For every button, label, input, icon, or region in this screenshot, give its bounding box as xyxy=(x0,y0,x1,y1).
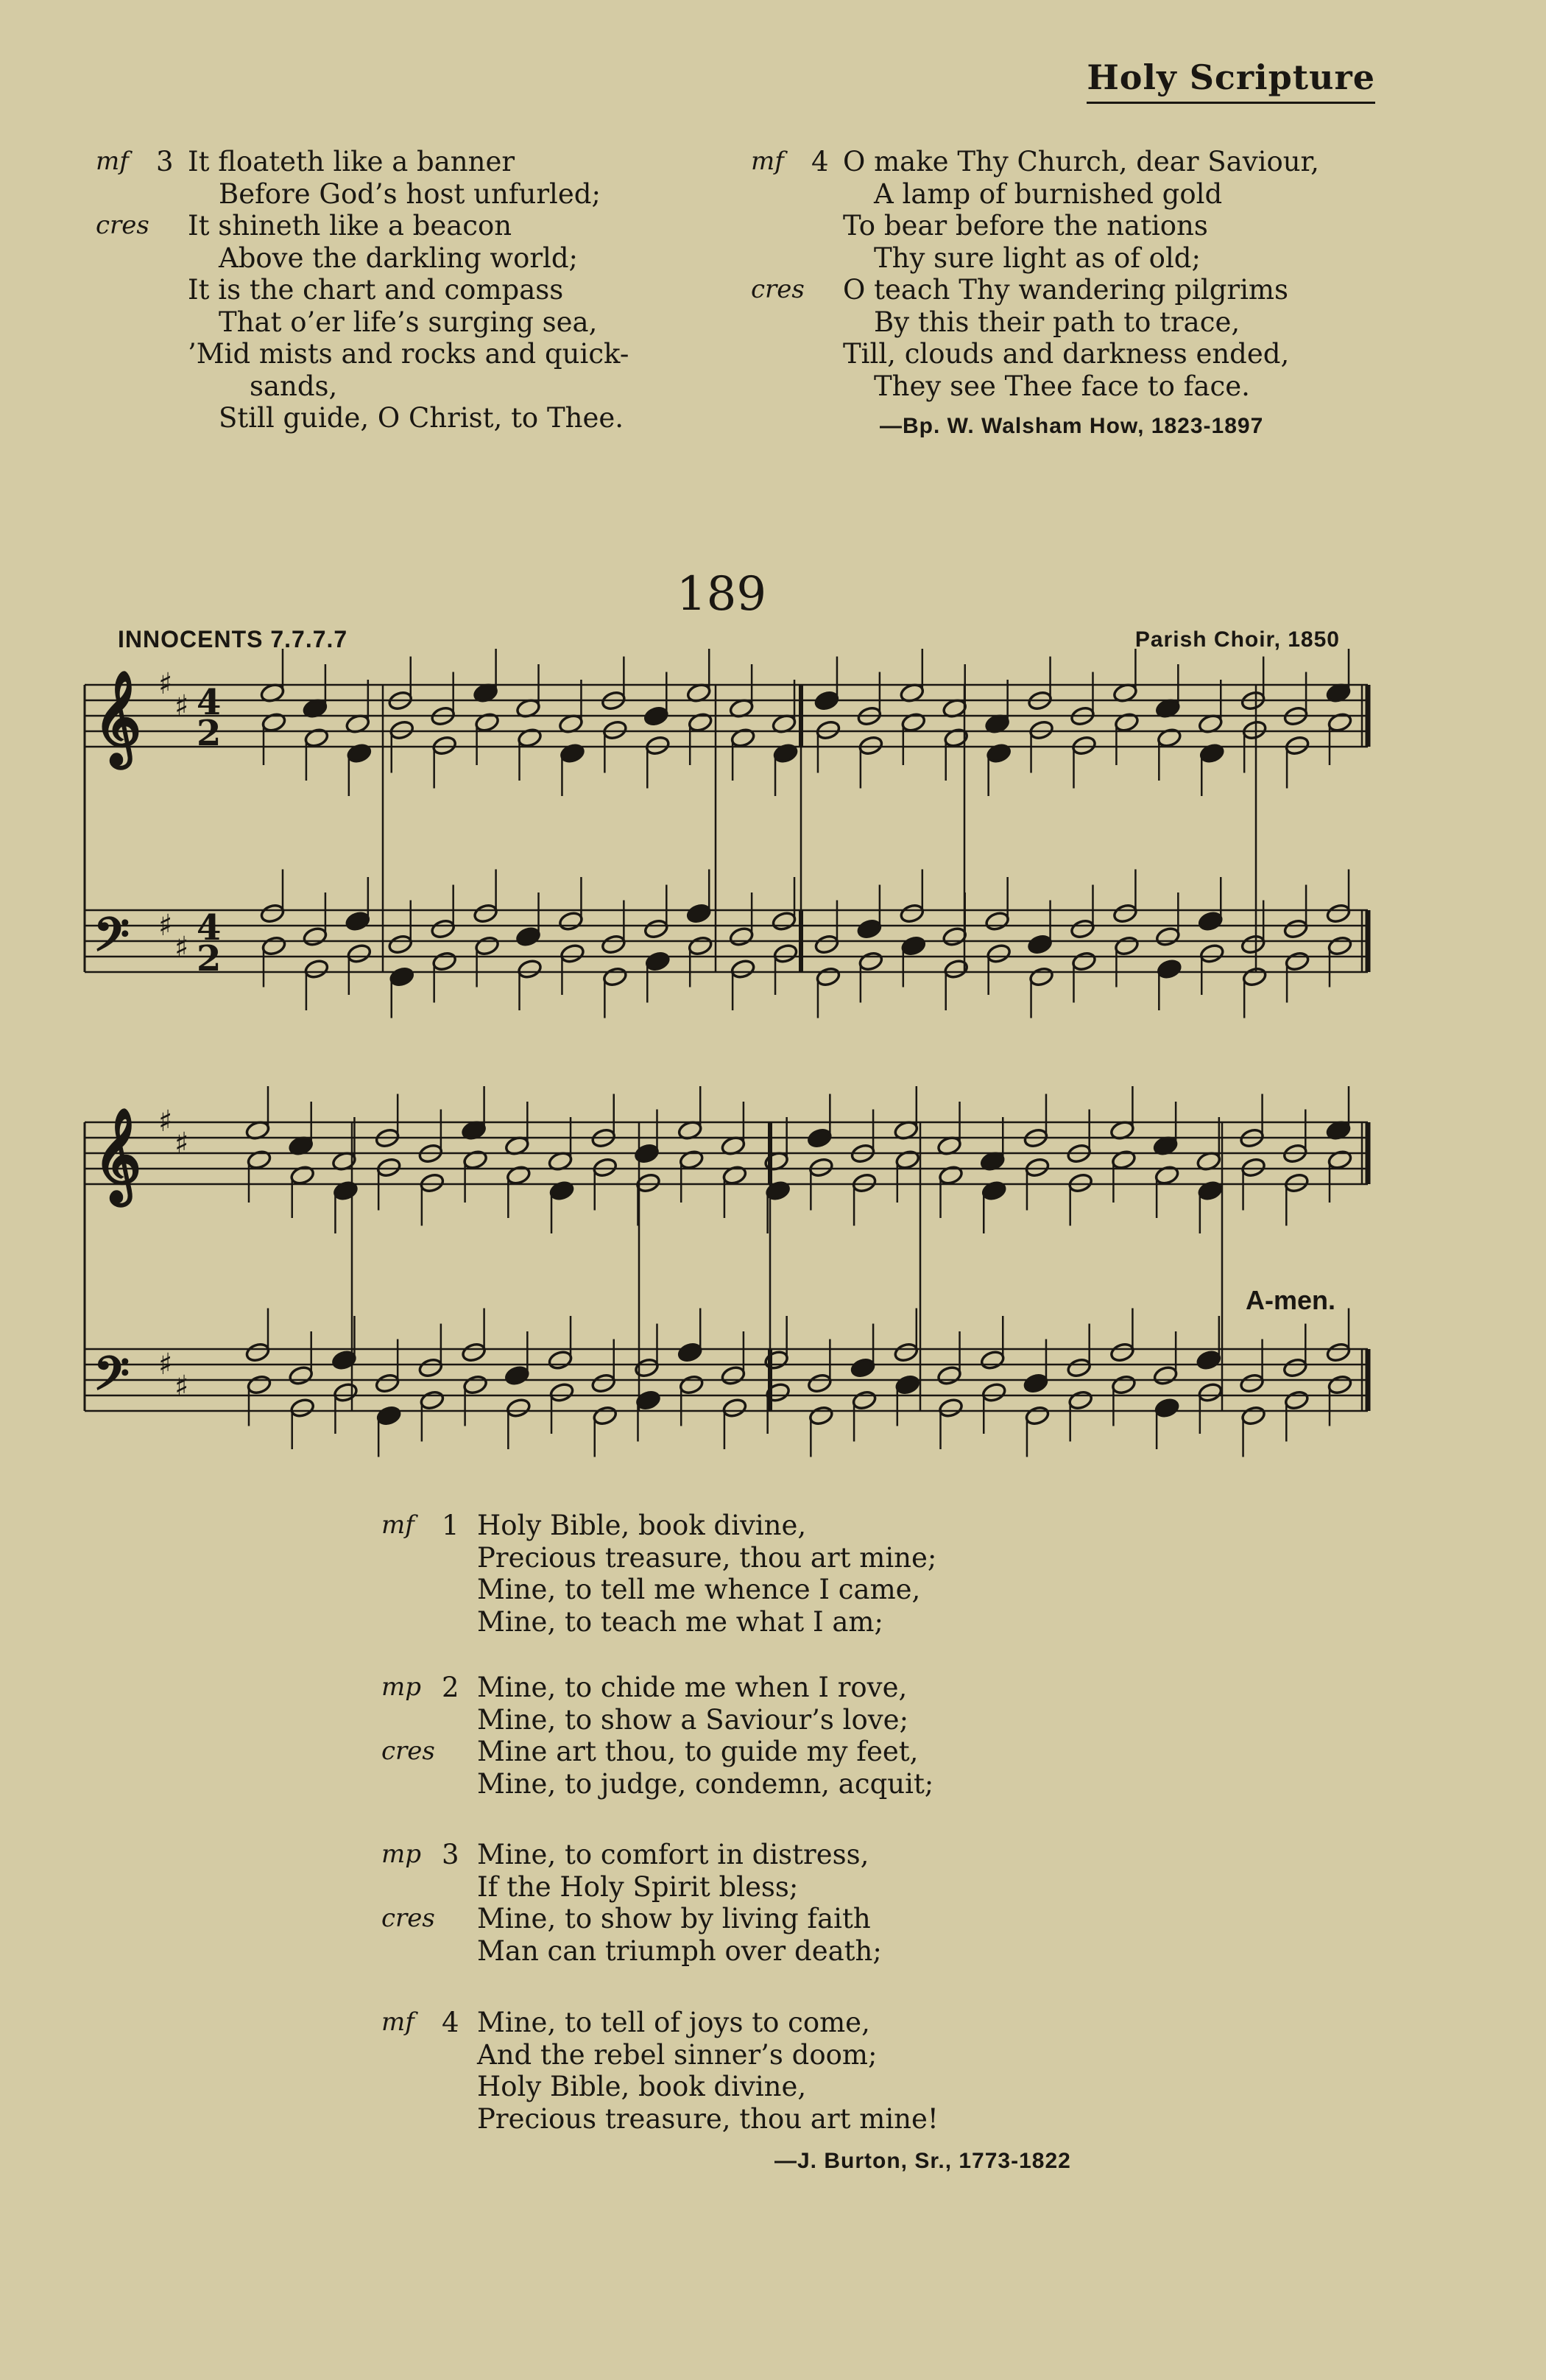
sharp-icon: ♯ xyxy=(158,908,173,943)
sharp-icon: ♯ xyxy=(174,689,189,723)
note-head xyxy=(980,1349,1006,1370)
note-head xyxy=(389,719,414,741)
note-head xyxy=(462,1374,488,1395)
hymn-verse-2 xyxy=(381,1672,934,1800)
note-head xyxy=(1028,966,1054,987)
note-head xyxy=(592,1157,618,1178)
bass-clef-icon: 𝄢 xyxy=(93,1346,130,1412)
verse-line-text: O teach Thy wandering pilgrims xyxy=(843,274,1288,306)
verse-line xyxy=(477,1542,936,1574)
previous-hymn-attribution: —Bp. W. Walsham How, 1823-1897 xyxy=(880,414,1264,438)
verse-line-text: O make Thy Church, dear Saviour, xyxy=(843,146,1319,177)
verse-number: 2 xyxy=(442,1672,459,1703)
verse-line xyxy=(381,1736,933,1768)
note-head xyxy=(815,719,841,741)
note-head xyxy=(601,934,626,955)
note-head xyxy=(1285,951,1310,972)
verse-line xyxy=(381,1510,936,1542)
verse-line xyxy=(381,1839,882,1871)
note-head xyxy=(1109,1342,1135,1363)
note-head xyxy=(1199,943,1225,964)
note-head xyxy=(894,1374,920,1395)
note-head xyxy=(1240,1405,1266,1426)
note-head xyxy=(419,1172,445,1194)
note-head xyxy=(688,935,713,957)
note-head xyxy=(1112,903,1138,924)
verse-line xyxy=(477,1768,933,1800)
note-head xyxy=(808,1405,834,1426)
note-head xyxy=(1024,1405,1050,1426)
verse-line-text: It floateth like a banner xyxy=(188,146,515,177)
note-head xyxy=(431,735,457,756)
note-head xyxy=(549,1381,575,1403)
verse-line xyxy=(477,1704,933,1736)
hymn-verse-4 xyxy=(381,2007,939,2135)
note-head xyxy=(288,1365,314,1386)
note-head xyxy=(590,1373,616,1394)
verse-line-text: Mine, to show by living faith xyxy=(477,1903,871,1934)
verse-line-text: That o’er life’s surging sea, xyxy=(219,306,598,338)
verse-line-text: Man can triumph over death; xyxy=(477,1934,882,1967)
note-head xyxy=(473,903,498,924)
note-head xyxy=(1066,1357,1092,1379)
verse-line xyxy=(477,1871,882,1904)
verse-line-text: ’Mid mists and rocks and quick- xyxy=(188,338,629,370)
note-head xyxy=(720,1365,746,1386)
note-head xyxy=(1071,951,1097,972)
page-header-title: Holy Scripture xyxy=(1087,57,1375,104)
note-head xyxy=(592,1405,618,1426)
hymn-number: 189 xyxy=(676,567,767,622)
amen-label: A-men. xyxy=(1246,1285,1336,1315)
note-head xyxy=(645,951,671,972)
note-head xyxy=(1239,1373,1265,1394)
time-signature-top: 4 xyxy=(197,907,222,948)
verse-line-text: And the rebel sinner’s doom; xyxy=(477,2038,878,2071)
verse-line-text: Precious treasure, thou art mine! xyxy=(477,2102,939,2135)
note-head xyxy=(417,1357,443,1379)
note-head xyxy=(807,1127,833,1149)
note-head xyxy=(376,1405,402,1426)
note-head xyxy=(1242,966,1268,987)
note-head xyxy=(730,958,756,979)
verse-line-text: Mine art thou, to guide my feet, xyxy=(477,1736,919,1767)
note-head xyxy=(1154,1397,1180,1418)
verse-line xyxy=(381,2007,939,2039)
note-head xyxy=(679,1374,705,1395)
dynamic-marking: mf xyxy=(381,2007,414,2037)
note-head xyxy=(856,918,882,940)
bass-clef-icon: 𝄢 xyxy=(93,907,130,973)
note-head xyxy=(333,1381,359,1403)
note-head xyxy=(517,958,543,979)
note-head xyxy=(375,1373,400,1394)
note-head xyxy=(558,910,584,932)
tune-name: INNOCENTS 7.7.7.7 xyxy=(118,626,348,652)
note-head xyxy=(852,1390,878,1411)
note-head xyxy=(560,943,585,964)
verse-line-text: Precious treasure, thou art mine; xyxy=(477,1541,937,1574)
verse-line-text: Mine, to judge, condemn, acquit; xyxy=(477,1767,934,1800)
sharp-icon: ♯ xyxy=(174,930,189,965)
note-head xyxy=(1028,719,1054,741)
note-head xyxy=(1153,1365,1179,1386)
note-head xyxy=(430,918,456,940)
note-head xyxy=(1027,934,1053,955)
note-head xyxy=(302,926,328,947)
note-head xyxy=(389,966,414,987)
note-head xyxy=(1111,1374,1137,1395)
verse-line-text: Before God’s host unfurled; xyxy=(219,177,601,210)
verse-line-text: Mine, to comfort in distress, xyxy=(477,1839,869,1870)
note-head xyxy=(331,1349,357,1370)
verse-line-text: Above the darkling world; xyxy=(219,242,579,274)
note-head xyxy=(431,951,457,972)
sharp-icon: ♯ xyxy=(158,1104,173,1138)
note-head xyxy=(858,735,883,756)
dynamic-marking: mf xyxy=(381,1510,414,1540)
note-head xyxy=(346,943,372,964)
note-head xyxy=(1197,1381,1223,1403)
verse-line-text: Still guide, O Christ, to Thee. xyxy=(219,402,624,434)
dynamic-marking: cres xyxy=(381,1736,435,1766)
hymn-attribution: —J. Burton, Sr., 1773-1822 xyxy=(774,2149,1071,2173)
note-head xyxy=(1240,934,1266,955)
note-head xyxy=(504,1365,530,1386)
verse-line xyxy=(477,1574,936,1606)
note-head xyxy=(813,934,839,955)
note-head xyxy=(1067,1172,1093,1194)
note-head xyxy=(807,1373,833,1394)
dynamic-marking: mf xyxy=(96,147,129,176)
time-signature-top: 4 xyxy=(197,682,222,723)
note-head xyxy=(634,1357,660,1379)
note-head xyxy=(1240,1157,1266,1178)
verse-number: 3 xyxy=(156,146,174,177)
verse-line-text: Mine, to teach me what I am; xyxy=(477,1605,883,1638)
note-head xyxy=(387,934,413,955)
verse-line-text: Mine, to chide me when I rove, xyxy=(477,1672,908,1703)
note-head xyxy=(893,1342,919,1363)
note-head xyxy=(981,1381,1007,1403)
sharp-icon: ♯ xyxy=(158,666,173,701)
note-head xyxy=(645,735,671,756)
note-head xyxy=(984,910,1010,932)
verse-line-text: Mine, to tell of joys to come, xyxy=(477,2007,870,2038)
note-head xyxy=(729,926,755,947)
note-head xyxy=(1325,1342,1351,1363)
note-head xyxy=(1071,735,1097,756)
verse-line xyxy=(477,2039,939,2071)
verse-line-text: If the Holy Spirit bless; xyxy=(477,1870,799,1903)
verse-number: 3 xyxy=(442,1839,459,1870)
note-head xyxy=(721,1397,747,1418)
note-head xyxy=(936,1365,962,1386)
note-head xyxy=(643,705,669,727)
hymn-verse-3 xyxy=(381,1839,882,1967)
note-head xyxy=(1114,935,1140,957)
verse-line xyxy=(477,1606,936,1638)
note-head xyxy=(1282,1357,1308,1379)
note-head xyxy=(813,690,839,711)
note-head xyxy=(259,903,285,924)
note-head xyxy=(1067,1390,1093,1411)
verse-number: 4 xyxy=(811,146,829,177)
verse-line-text: Thy sure light as of old; xyxy=(874,242,1201,274)
note-head xyxy=(1284,1172,1310,1194)
note-head xyxy=(938,1397,964,1418)
verse-number: 4 xyxy=(442,2007,459,2038)
composer: Parish Choir, 1850 xyxy=(1134,627,1340,652)
sharp-icon: ♯ xyxy=(158,1347,173,1381)
note-head xyxy=(677,1342,703,1363)
note-head xyxy=(1070,918,1095,940)
note-head xyxy=(548,1349,573,1370)
note-head xyxy=(261,935,286,957)
note-head xyxy=(1157,958,1182,979)
verse-line xyxy=(477,1935,882,1968)
dynamic-marking: mp xyxy=(381,1839,422,1869)
note-head xyxy=(345,910,370,932)
verse-line-text: Mine, to tell me whence I came, xyxy=(477,1574,921,1605)
verse-line-text: To bear before the nations xyxy=(843,210,1208,242)
note-head xyxy=(244,1342,270,1363)
note-head xyxy=(1024,1157,1050,1178)
note-head xyxy=(852,1172,878,1194)
verse-line-text: By this their path to trace, xyxy=(874,306,1240,338)
verse-line-text: It shineth like a beacon xyxy=(188,210,512,242)
verse-line-text: Holy Bible, book divine, xyxy=(477,1510,807,1541)
verse-line xyxy=(477,2071,939,2103)
verse-line-text: sands, xyxy=(250,370,338,402)
note-head xyxy=(858,951,883,972)
note-head xyxy=(773,943,799,964)
verse-line-text: Mine, to show a Saviour’s love; xyxy=(477,1703,909,1736)
note-head xyxy=(772,910,797,932)
note-head xyxy=(900,935,926,957)
time-signature-bottom: 2 xyxy=(197,713,222,754)
verse-number: 1 xyxy=(442,1510,459,1541)
sharp-icon: ♯ xyxy=(174,1126,189,1161)
note-head xyxy=(602,966,628,987)
verse-line-text: It is the chart and compass xyxy=(188,274,564,306)
verse-line-text: Holy Bible, book divine, xyxy=(477,2071,807,2102)
dynamic-marking: cres xyxy=(381,1904,435,1933)
verse-line xyxy=(381,1672,933,1704)
note-head xyxy=(986,943,1012,964)
note-head xyxy=(763,1349,789,1370)
dynamic-marking: cres xyxy=(96,211,149,240)
verse-line-text: They see Thee face to face. xyxy=(874,370,1250,402)
note-head xyxy=(474,935,500,957)
note-head xyxy=(1155,926,1181,947)
note-head xyxy=(899,903,925,924)
note-head xyxy=(419,1390,445,1411)
note-head xyxy=(376,1157,402,1178)
dynamic-marking: mf xyxy=(751,147,784,176)
note-head xyxy=(1283,918,1309,940)
note-head xyxy=(643,918,669,940)
note-head xyxy=(1327,935,1352,957)
treble-clef-icon: 𝄞 xyxy=(93,1107,142,1202)
note-head xyxy=(1242,719,1268,741)
hymn-verse-1 xyxy=(381,1510,937,1638)
dynamic-marking: cres xyxy=(751,275,805,304)
verse-line-text: A lamp of burnished gold xyxy=(874,177,1223,210)
treble-clef-icon: 𝄞 xyxy=(93,669,142,764)
note-head xyxy=(1198,910,1224,932)
note-head xyxy=(1196,1349,1221,1370)
note-head xyxy=(1284,1390,1310,1411)
note-head xyxy=(850,1357,876,1379)
note-head xyxy=(602,719,628,741)
note-head xyxy=(289,1397,315,1418)
note-head xyxy=(1023,1373,1048,1394)
note-head xyxy=(303,958,329,979)
note-head xyxy=(461,1342,487,1363)
dynamic-marking: mp xyxy=(381,1672,422,1702)
note-head xyxy=(1285,735,1310,756)
note-head xyxy=(808,1157,834,1178)
note-head xyxy=(634,1143,660,1164)
verse-line xyxy=(381,1903,882,1935)
verse-line xyxy=(477,2103,939,2136)
note-head xyxy=(1327,1374,1352,1395)
time-signature-bottom: 2 xyxy=(197,938,222,979)
note-head xyxy=(1325,903,1351,924)
note-head xyxy=(246,1374,272,1395)
verse-line-text: Till, clouds and darkness ended, xyxy=(843,338,1290,370)
note-head xyxy=(815,966,841,987)
note-head xyxy=(506,1397,532,1418)
note-head xyxy=(686,903,712,924)
sharp-icon: ♯ xyxy=(174,1369,189,1404)
note-head xyxy=(515,926,541,947)
